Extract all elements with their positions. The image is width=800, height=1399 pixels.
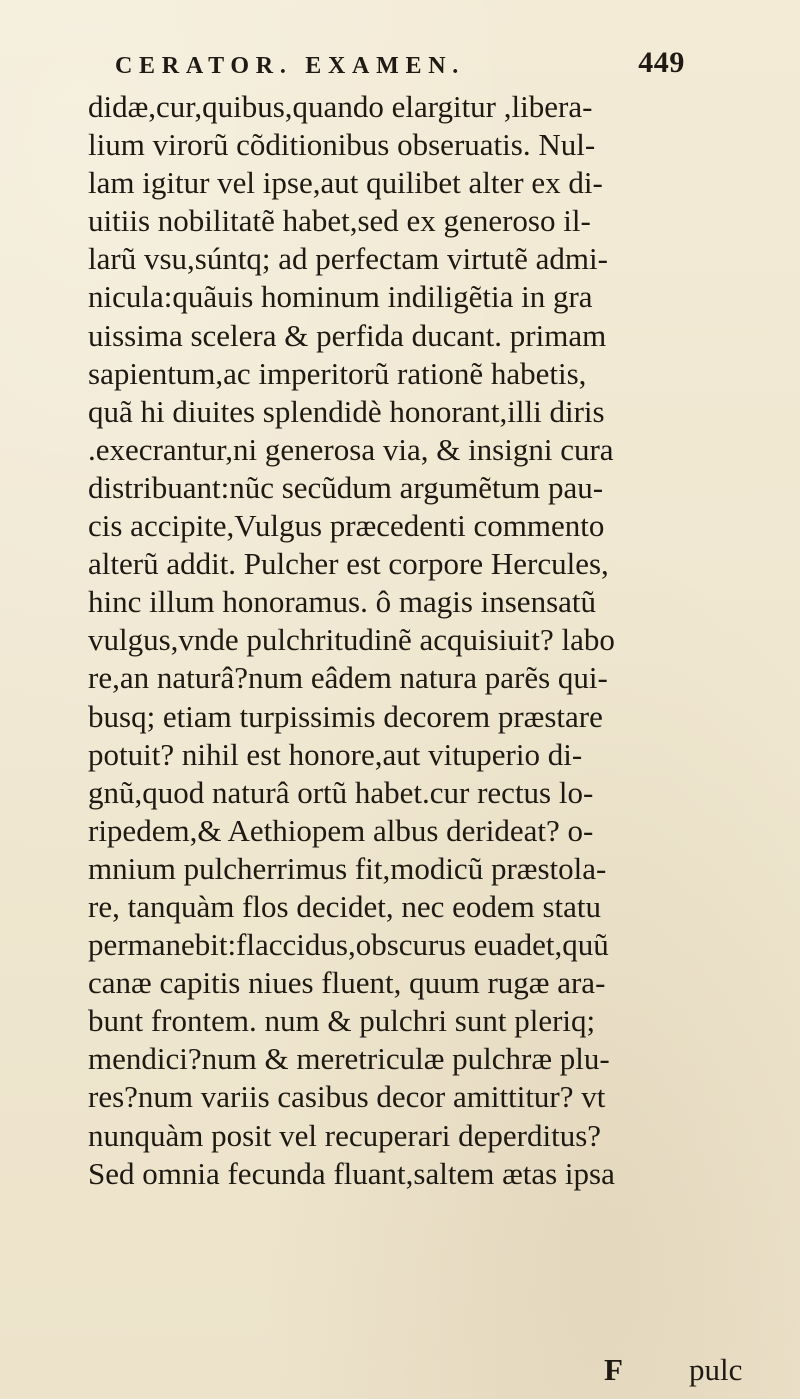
signature-mark: F [604, 1352, 623, 1387]
text-line: quã hi diuites splendidè honorant,illi diris [88, 393, 605, 429]
text-line: mendici?num & meretriculæ pulchræ plu- [88, 1041, 610, 1077]
page-header [115, 44, 685, 80]
text-line: .execrantur,ni generosa via, & insigni cura [88, 431, 614, 467]
page-footer [88, 1352, 743, 1388]
text-line: distribuant:nũc secũdum argumẽtum pau- [88, 469, 604, 505]
text-line: alterũ addit. Pulcher est corpore Hercules, [88, 546, 609, 582]
text-line: cis accipite,Vulgus præcedenti commento [88, 508, 605, 544]
text-line: nicula:quãuis hominum indiligẽtia in gra [88, 279, 593, 315]
text-line: nunquàm posit vel recuperari deperditus? [88, 1117, 602, 1153]
text-line: didæ,cur,quibus,quando elargitur ,libera- [88, 89, 593, 124]
text-line: larũ vsu,súntq; ad perfectam virtutẽ admi- [88, 241, 608, 277]
text-line: busq; etiam turpissimis decorem præstare [88, 698, 603, 734]
text-line: bunt frontem. num & pulchri sunt pleriq; [88, 1003, 596, 1039]
text-line: sapientum,ac imperitorũ rationẽ habetis, [88, 355, 587, 391]
text-line: re,an naturâ?num eâdem natura parẽs qui- [88, 660, 608, 696]
catchword: pulc [689, 1352, 743, 1387]
text-line: permanebit:flaccidus,obscurus euadet,quũ [88, 927, 609, 963]
page-number: 449 [638, 46, 685, 79]
text-line: uitiis nobilitatẽ habet,sed ex generoso il- [88, 203, 591, 239]
text-line: vulgus,vnde pulchritudinẽ acquisiuit? labo [88, 622, 615, 658]
text-line: canæ capitis niues fluent, quum rugæ ara- [88, 965, 606, 1001]
body-text [88, 88, 708, 1193]
running-title: CERATOR. EXAMEN. [115, 53, 465, 79]
text-line: gnũ,quod naturâ ortũ habet.cur rectus lo- [88, 774, 594, 810]
text-line: potuit? nihil est honore,aut vituperio di- [88, 736, 583, 772]
text-line: uissima scelera & perfida ducant. primam [88, 317, 607, 353]
text-line: re, tanquàm flos decidet, nec eodem statu [88, 888, 602, 924]
text-line: hinc illum honoramus. ô magis insensatũ [88, 584, 597, 620]
text-line: lium virorũ cõditionibus obseruatis. Nul- [88, 127, 596, 163]
text-line: ripedem,& Aethiopem albus derideat? o- [88, 812, 594, 848]
text-line: Sed omnia fecunda fluant,saltem ætas ipsa [88, 1155, 615, 1191]
text-line: lam igitur vel ipse,aut quilibet alter ex di- [88, 165, 603, 201]
text-line: mnium pulcherrimus fit,modicũ præstola- [88, 850, 607, 886]
text-line: res?num variis casibus decor amittitur? vt [88, 1079, 606, 1115]
